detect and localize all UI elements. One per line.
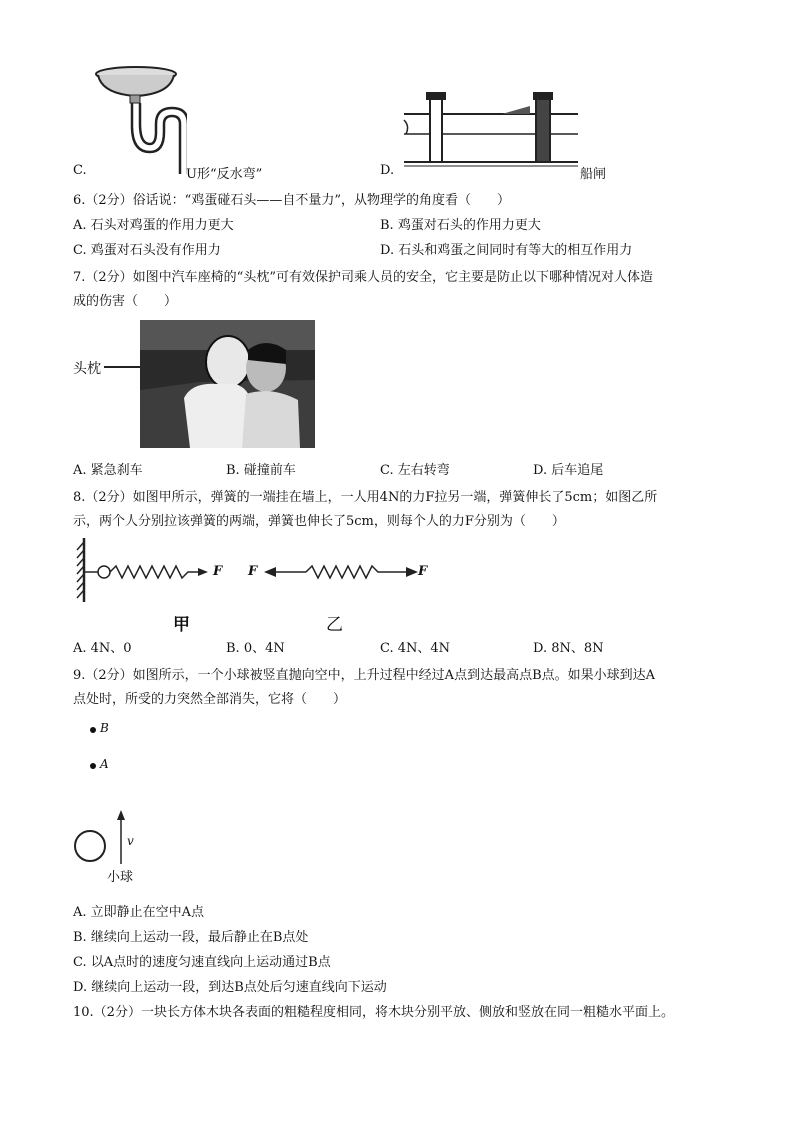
question-10-stem: 10.（2分）一块长方体木块各表面的粗糙程度相同，将木块分别平放、侧放和竖放在同一粗糙水平面上。 bbox=[73, 1005, 674, 1020]
option-d-label: 船闸 bbox=[580, 167, 607, 182]
question-6-option-c: C. 鸡蛋对石头没有作用力 bbox=[73, 243, 221, 258]
question-9-stem-line1: 9.（2分）如图所示，一个小球被竖直抛向空中，上升过程中经过A点到达最高点B点。如果小球到达A bbox=[73, 668, 656, 683]
option-c-prefix: C. bbox=[73, 163, 87, 178]
point-b-dot bbox=[90, 727, 96, 733]
headrest-label: 头枕 bbox=[73, 361, 101, 377]
question-7-stem-line2: 成的伤害（ ） bbox=[73, 294, 178, 309]
question-6-option-a: A. 石头对鸡蛋的作用力更大 bbox=[73, 218, 234, 233]
question-7-option-c: C. 左右转弯 bbox=[380, 463, 450, 478]
question-7-option-b: B. 碰撞前车 bbox=[226, 463, 296, 478]
figure-a-label: 甲 bbox=[173, 615, 190, 635]
velocity-label: v bbox=[127, 834, 134, 848]
force-label-a: F bbox=[213, 564, 223, 579]
question-9-option-d: D. 继续向上运动一段，到达B点处后匀速直线向下运动 bbox=[73, 980, 387, 995]
question-8-option-d: D. 8N、8N bbox=[533, 641, 604, 656]
car-seat-photo bbox=[140, 320, 315, 448]
question-8-option-c: C. 4N、4N bbox=[380, 641, 451, 656]
spring-figure-b bbox=[262, 556, 420, 586]
question-8-stem-line1: 8.（2分）如图甲所示，弹簧的一端挂在墙上，一人用4N的力F拉另一端，弹簧伸长了5cm；如图乙所 bbox=[73, 490, 658, 505]
figure-b-label: 乙 bbox=[326, 615, 343, 635]
question-9-option-c: C. 以A点时的速度匀速直线向上运动通过B点 bbox=[73, 955, 331, 970]
spring-figure-a bbox=[74, 536, 224, 606]
point-a-dot bbox=[90, 763, 96, 769]
question-8-option-b: B. 0、4N bbox=[226, 641, 285, 656]
option-c-label: U形“反水弯” bbox=[186, 167, 263, 182]
question-6-stem: 6.（2分）俗话说：“鸡蛋碰石头——自不量力”，从物理学的角度看（ ） bbox=[73, 193, 510, 208]
question-6-option-d: D. 石头和鸡蛋之间同时有等大的相互作用力 bbox=[380, 243, 633, 258]
question-7-option-d: D. 后车追尾 bbox=[533, 463, 604, 478]
point-b-label: B bbox=[100, 721, 109, 735]
question-9-option-a: A. 立即静止在空中A点 bbox=[73, 905, 205, 920]
question-9-stem-line2: 点处时，所受的力突然全部消失，它将（ ） bbox=[73, 692, 347, 707]
question-8-option-a: A. 4N、0 bbox=[73, 641, 132, 656]
ball-label: 小球 bbox=[107, 870, 134, 885]
question-7-stem-line1: 7.（2分）如图中汽车座椅的“头枕”可有效保护司乘人员的安全，它主要是防止以下哪种情况对人体造 bbox=[73, 270, 653, 285]
option-d-prefix: D. bbox=[380, 163, 395, 178]
ship-lock-figure bbox=[402, 86, 580, 178]
question-9-option-b: B. 继续向上运动一段，最后静止在B点处 bbox=[73, 930, 309, 945]
question-8-stem-line2: 示，两个人分别拉该弹簧的两端，弹簧也伸长了5cm，则每个人的力F分别为（ ） bbox=[73, 514, 565, 529]
u-shaped-drain-figure bbox=[92, 62, 187, 174]
question-6-option-b: B. 鸡蛋对石头的作用力更大 bbox=[380, 218, 541, 233]
question-7-option-a: A. 紧急刹车 bbox=[73, 463, 143, 478]
force-label-b-left: F bbox=[248, 564, 258, 579]
point-a-label: A bbox=[100, 757, 109, 771]
force-label-b-right: F bbox=[418, 564, 428, 579]
